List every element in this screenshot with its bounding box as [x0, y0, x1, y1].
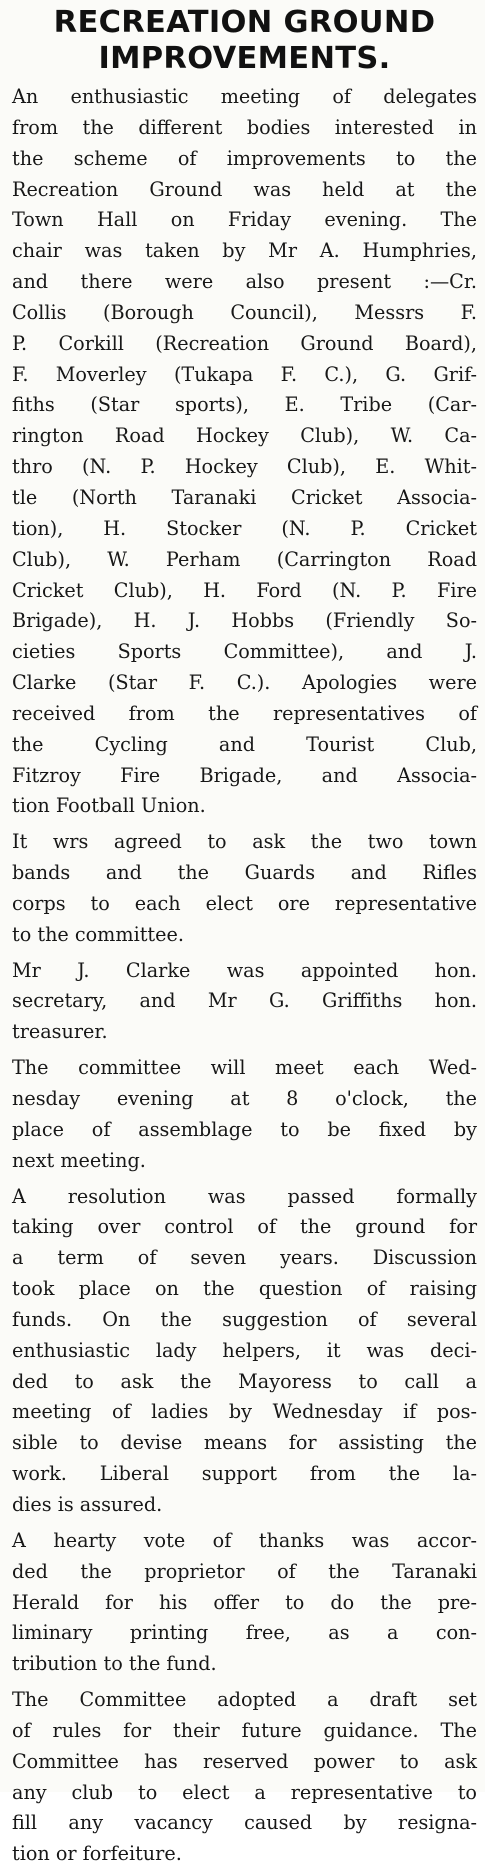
- text-line: meeting of ladies by Wednesday if pos-: [12, 1400, 477, 1424]
- text-line: Fitzroy Fire Brigade, and Associa-: [12, 763, 477, 787]
- text-line: tle (North Taranaki Cricket Associa-: [12, 485, 477, 509]
- text-line: P. Corkill (Recreation Ground Board),: [12, 331, 477, 355]
- text-line: funds. On the suggestion of several: [12, 1307, 477, 1331]
- text-line: Cricket Club), H. Ford (N. P. Fire: [12, 578, 477, 602]
- text-line: fill any vacancy caused by resigna-: [12, 1811, 477, 1835]
- text-line: treasurer.: [12, 1020, 108, 1044]
- text-line: to the committee.: [12, 922, 184, 946]
- text-line: cieties Sports Committee), and J.: [12, 640, 477, 664]
- text-line: of rules for their future guidance. The: [12, 1718, 477, 1742]
- headline-line-1: RECREATION GROUND: [53, 5, 436, 40]
- text-line: nesday evening at 8 o'clock, the: [12, 1087, 477, 1110]
- article-paragraph: [12, 1182, 477, 1521]
- text-line: Clarke (Star F. C.). Apologies were: [12, 671, 477, 695]
- text-line: Town Hall on Friday evening. The: [12, 208, 477, 232]
- text-line: tion), H. Stocker (N. P. Cricket: [12, 516, 477, 540]
- article-paragraph: [12, 827, 477, 950]
- article-body: [12, 82, 477, 1870]
- text-line: place of assemblage to be fixed by: [12, 1117, 477, 1141]
- text-line: Committee has reserved power to ask: [12, 1749, 477, 1773]
- article-paragraph: [12, 956, 477, 1049]
- text-line: tion or forfeiture.: [12, 1842, 182, 1866]
- text-line: F. Moverley (Tukapa F. C.), G. Grif-: [12, 362, 477, 386]
- text-line: A resolution was passed formally: [12, 1184, 477, 1208]
- text-line: enthusiastic lady helpers, it was deci-: [12, 1338, 477, 1362]
- text-line: thro (N. P. Hockey Club), E. Whit-: [12, 455, 477, 479]
- text-line: An enthusiastic meeting of delegates: [12, 85, 477, 108]
- text-line: tribution to the fund.: [12, 1652, 217, 1676]
- text-line: taking over control of the ground for: [12, 1215, 477, 1239]
- text-line: Club), W. Perham (Carrington Road: [12, 547, 477, 571]
- article-paragraph: [12, 1526, 477, 1680]
- text-line: from the different bodies interested in: [12, 115, 477, 139]
- text-line: received from the representatives of: [12, 701, 477, 725]
- text-line: The Committee adopted a draft set: [12, 1688, 477, 1712]
- text-line: It wrs agreed to ask the two town: [12, 830, 477, 854]
- text-line: a term of seven years. Discussion: [12, 1246, 477, 1270]
- text-line: sible to devise means for assisting the: [12, 1431, 477, 1455]
- text-line: ded to ask the Mayoress to call a: [12, 1369, 477, 1393]
- text-line: bands and the Guards and Rifles: [12, 861, 477, 885]
- text-line: took place on the question of raising: [12, 1277, 477, 1301]
- text-line: Collis (Borough Council), Messrs F.: [12, 300, 477, 324]
- text-line: and there were also present :—Cr.: [12, 270, 477, 294]
- text-line: Herald for his offer to do the pre-: [12, 1590, 477, 1614]
- text-line: chair was taken by Mr A. Humphries,: [12, 239, 477, 263]
- text-line: the scheme of improvements to the: [12, 146, 477, 170]
- text-line: corps to each elect ore representative: [12, 891, 477, 915]
- headline-line-2: IMPROVEMENTS.: [98, 41, 391, 76]
- text-line: any club to elect a representative to: [12, 1780, 477, 1804]
- text-line: ded the proprietor of the Taranaki: [12, 1559, 477, 1583]
- text-line: A hearty vote of thanks was accor-: [12, 1528, 477, 1552]
- text-line: rington Road Hockey Club), W. Ca-: [12, 424, 477, 448]
- text-line: secretary, and Mr G. Griffiths hon.: [12, 989, 477, 1013]
- text-line: Brigade), H. J. Hobbs (Friendly So-: [12, 609, 477, 633]
- text-line: next meeting.: [12, 1148, 146, 1172]
- article-paragraph: [12, 1685, 477, 1870]
- text-line: tion Football Union.: [12, 794, 206, 818]
- text-line: the Cycling and Tourist Club,: [12, 732, 477, 756]
- text-line: work. Liberal support from the la-: [12, 1462, 477, 1486]
- text-line: liminary printing free, as a con-: [12, 1621, 477, 1645]
- article-paragraph: [12, 82, 477, 822]
- article-paragraph: [12, 1053, 477, 1176]
- text-line: The committee will meet each Wed-: [12, 1056, 477, 1080]
- text-line: Recreation Ground was held at the: [12, 177, 477, 201]
- text-line: Mr J. Clarke was appointed hon.: [12, 958, 477, 982]
- text-line: fiths (Star sports), E. Tribe (Car-: [12, 393, 477, 417]
- text-line: dies is assured.: [12, 1492, 163, 1516]
